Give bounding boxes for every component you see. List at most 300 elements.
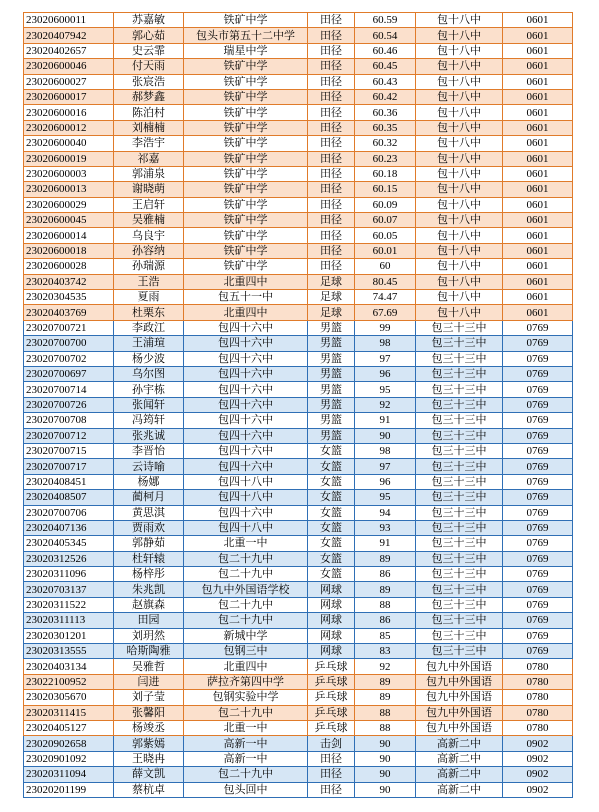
cell-student-id: 23020600013 <box>24 182 114 197</box>
cell-school-code: 0902 <box>503 767 573 782</box>
cell-admitted-school: 包九中外国语 <box>416 720 503 735</box>
cell-admitted-school: 包三十三中 <box>416 366 503 381</box>
cell-student-id: 23020311113 <box>24 613 114 628</box>
cell-student-name: 闫进 <box>114 674 184 689</box>
cell-admitted-school: 包十八中 <box>416 136 503 151</box>
cell-school: 包头市第五十二中学 <box>184 28 308 43</box>
cell-admitted-school: 包三十三中 <box>416 628 503 643</box>
cell-school-code: 0902 <box>503 751 573 766</box>
cell-score: 98 <box>355 336 416 351</box>
cell-score: 92 <box>355 397 416 412</box>
cell-sport: 女篮 <box>308 551 355 566</box>
cell-student-id: 23020311096 <box>24 567 114 582</box>
cell-school-code: 0601 <box>503 89 573 104</box>
cell-sport: 田径 <box>308 120 355 135</box>
table-row <box>24 228 573 243</box>
table-row <box>24 567 573 582</box>
cell-student-name: 刘子莹 <box>114 690 184 705</box>
table-row <box>24 120 573 135</box>
cell-student-name: 付天雨 <box>114 59 184 74</box>
cell-school-code: 0769 <box>503 628 573 643</box>
cell-student-id: 23020313555 <box>24 644 114 659</box>
cell-student-id: 23020402657 <box>24 43 114 58</box>
cell-school: 包二十九中 <box>184 567 308 582</box>
cell-school-code: 0769 <box>503 644 573 659</box>
cell-student-id: 23020305670 <box>24 690 114 705</box>
cell-student-id: 23020700726 <box>24 397 114 412</box>
table-row <box>24 59 573 74</box>
table-row <box>24 613 573 628</box>
cell-admitted-school: 包十八中 <box>416 228 503 243</box>
admission-table <box>23 12 573 798</box>
cell-score: 89 <box>355 674 416 689</box>
cell-school-code: 0769 <box>503 474 573 489</box>
cell-score: 88 <box>355 705 416 720</box>
cell-student-id: 23020312526 <box>24 551 114 566</box>
cell-student-id: 23020703137 <box>24 582 114 597</box>
cell-school: 铁矿中学 <box>184 213 308 228</box>
cell-school: 北重四中 <box>184 659 308 674</box>
cell-admitted-school: 包三十三中 <box>416 320 503 335</box>
table-row <box>24 105 573 120</box>
cell-student-id: 23020600019 <box>24 151 114 166</box>
cell-score: 60.46 <box>355 43 416 58</box>
table-row <box>24 397 573 412</box>
cell-school-code: 0601 <box>503 243 573 258</box>
cell-school-code: 0769 <box>503 443 573 458</box>
cell-school: 包四十八中 <box>184 490 308 505</box>
cell-admitted-school: 包三十三中 <box>416 382 503 397</box>
cell-sport: 网球 <box>308 613 355 628</box>
cell-school: 铁矿中学 <box>184 182 308 197</box>
table-row <box>24 382 573 397</box>
cell-school: 铁矿中学 <box>184 197 308 212</box>
table-row <box>24 259 573 274</box>
cell-school-code: 0601 <box>503 136 573 151</box>
cell-score: 60.32 <box>355 136 416 151</box>
cell-admitted-school: 包十八中 <box>416 151 503 166</box>
cell-school: 包四十八中 <box>184 474 308 489</box>
cell-school-code: 0769 <box>503 613 573 628</box>
cell-school-code: 0601 <box>503 28 573 43</box>
cell-score: 90 <box>355 751 416 766</box>
cell-sport: 田径 <box>308 243 355 258</box>
cell-score: 67.69 <box>355 305 416 320</box>
cell-sport: 男篮 <box>308 428 355 443</box>
table-row <box>24 443 573 458</box>
table-row <box>24 659 573 674</box>
cell-sport: 田径 <box>308 43 355 58</box>
cell-admitted-school: 包十八中 <box>416 74 503 89</box>
table-row <box>24 459 573 474</box>
cell-school-code: 0601 <box>503 197 573 212</box>
cell-student-name: 张馨阳 <box>114 705 184 720</box>
cell-sport: 乒乓球 <box>308 720 355 735</box>
cell-school: 包九中外国语学校 <box>184 582 308 597</box>
cell-admitted-school: 包三十三中 <box>416 567 503 582</box>
table-row <box>24 13 573 28</box>
cell-student-id: 23020403742 <box>24 274 114 289</box>
cell-student-name: 王晓冉 <box>114 751 184 766</box>
cell-student-id: 23020408507 <box>24 490 114 505</box>
cell-school: 包四十八中 <box>184 520 308 535</box>
table-row <box>24 767 573 782</box>
table-row <box>24 89 573 104</box>
cell-score: 60.01 <box>355 243 416 258</box>
cell-admitted-school: 高新二中 <box>416 782 503 797</box>
cell-school-code: 0601 <box>503 305 573 320</box>
cell-student-name: 谢晓萌 <box>114 182 184 197</box>
cell-student-name: 赵旗森 <box>114 597 184 612</box>
table-row <box>24 505 573 520</box>
cell-admitted-school: 包三十三中 <box>416 413 503 428</box>
cell-student-name: 李晋怡 <box>114 443 184 458</box>
cell-student-id: 23020700708 <box>24 413 114 428</box>
cell-student-name: 蔺柯月 <box>114 490 184 505</box>
cell-score: 96 <box>355 474 416 489</box>
cell-school: 包四十六中 <box>184 382 308 397</box>
cell-school-code: 0769 <box>503 536 573 551</box>
cell-school-code: 0769 <box>503 351 573 366</box>
cell-school-code: 0601 <box>503 59 573 74</box>
cell-student-name: 苏嘉敏 <box>114 13 184 28</box>
cell-school: 包四十六中 <box>184 397 308 412</box>
cell-school: 铁矿中学 <box>184 151 308 166</box>
cell-sport: 田径 <box>308 74 355 89</box>
cell-score: 60.45 <box>355 59 416 74</box>
cell-school-code: 0769 <box>503 551 573 566</box>
cell-student-name: 杨竣丞 <box>114 720 184 735</box>
cell-student-name: 刘楠楠 <box>114 120 184 135</box>
cell-admitted-school: 包十八中 <box>416 43 503 58</box>
cell-school: 包二十九中 <box>184 767 308 782</box>
cell-sport: 网球 <box>308 597 355 612</box>
cell-student-id: 23020600017 <box>24 89 114 104</box>
cell-school: 铁矿中学 <box>184 228 308 243</box>
cell-student-name: 哈斯陶雅 <box>114 644 184 659</box>
cell-student-name: 杨少波 <box>114 351 184 366</box>
cell-admitted-school: 包三十三中 <box>416 597 503 612</box>
cell-sport: 男篮 <box>308 382 355 397</box>
cell-student-id: 23020407942 <box>24 28 114 43</box>
cell-school-code: 0769 <box>503 413 573 428</box>
cell-sport: 网球 <box>308 582 355 597</box>
cell-school-code: 0769 <box>503 320 573 335</box>
cell-score: 91 <box>355 536 416 551</box>
cell-school-code: 0769 <box>503 397 573 412</box>
cell-sport: 田径 <box>308 28 355 43</box>
cell-school-code: 0780 <box>503 674 573 689</box>
cell-student-id: 23020600046 <box>24 59 114 74</box>
cell-sport: 田径 <box>308 151 355 166</box>
cell-student-id: 23020600028 <box>24 259 114 274</box>
cell-student-name: 张兆诚 <box>114 428 184 443</box>
cell-student-name: 张闻轩 <box>114 397 184 412</box>
table-row <box>24 751 573 766</box>
table-row <box>24 274 573 289</box>
cell-student-id: 23020700697 <box>24 366 114 381</box>
cell-school-code: 0769 <box>503 366 573 381</box>
cell-school-code: 0601 <box>503 259 573 274</box>
cell-student-id: 23020311522 <box>24 597 114 612</box>
cell-score: 85 <box>355 628 416 643</box>
cell-admitted-school: 包十八中 <box>416 89 503 104</box>
cell-school-code: 0601 <box>503 74 573 89</box>
cell-admitted-school: 包三十三中 <box>416 613 503 628</box>
cell-score: 94 <box>355 505 416 520</box>
cell-sport: 田径 <box>308 105 355 120</box>
cell-school: 包四十六中 <box>184 320 308 335</box>
cell-score: 60 <box>355 259 416 274</box>
cell-sport: 女篮 <box>308 520 355 535</box>
cell-admitted-school: 包三十三中 <box>416 397 503 412</box>
cell-school: 铁矿中学 <box>184 105 308 120</box>
cell-score: 90 <box>355 782 416 797</box>
cell-admitted-school: 包三十三中 <box>416 428 503 443</box>
cell-admitted-school: 包十八中 <box>416 305 503 320</box>
cell-sport: 男篮 <box>308 413 355 428</box>
cell-school: 北重四中 <box>184 305 308 320</box>
table-row <box>24 28 573 43</box>
cell-student-name: 郭浦泉 <box>114 166 184 181</box>
cell-sport: 田径 <box>308 228 355 243</box>
cell-school: 北重四中 <box>184 274 308 289</box>
cell-school: 北重一中 <box>184 720 308 735</box>
cell-school: 包四十六中 <box>184 366 308 381</box>
cell-school-code: 0601 <box>503 151 573 166</box>
table-row <box>24 428 573 443</box>
cell-student-id: 23020600012 <box>24 120 114 135</box>
cell-school-code: 0780 <box>503 705 573 720</box>
cell-score: 89 <box>355 551 416 566</box>
cell-admitted-school: 包九中外国语 <box>416 690 503 705</box>
cell-admitted-school: 包十八中 <box>416 120 503 135</box>
cell-school: 铁矿中学 <box>184 259 308 274</box>
cell-student-name: 朱兆凯 <box>114 582 184 597</box>
table-row <box>24 644 573 659</box>
table-row <box>24 305 573 320</box>
cell-admitted-school: 包三十三中 <box>416 490 503 505</box>
table-row <box>24 597 573 612</box>
cell-student-id: 23020902658 <box>24 736 114 751</box>
cell-sport: 乒乓球 <box>308 674 355 689</box>
table-row <box>24 213 573 228</box>
cell-student-name: 蔡杭卓 <box>114 782 184 797</box>
cell-student-name: 祁嘉 <box>114 151 184 166</box>
table-row <box>24 536 573 551</box>
cell-school-code: 0769 <box>503 520 573 535</box>
cell-school-code: 0601 <box>503 213 573 228</box>
cell-score: 60.07 <box>355 213 416 228</box>
cell-sport: 女篮 <box>308 490 355 505</box>
cell-school: 北重一中 <box>184 536 308 551</box>
cell-sport: 田径 <box>308 59 355 74</box>
cell-score: 60.18 <box>355 166 416 181</box>
cell-sport: 女篮 <box>308 567 355 582</box>
cell-admitted-school: 包九中外国语 <box>416 659 503 674</box>
cell-student-id: 23020600003 <box>24 166 114 181</box>
cell-admitted-school: 包十八中 <box>416 13 503 28</box>
cell-school-code: 0769 <box>503 582 573 597</box>
cell-student-id: 23020700721 <box>24 320 114 335</box>
cell-student-id: 23020700714 <box>24 382 114 397</box>
table-row <box>24 628 573 643</box>
cell-school-code: 0601 <box>503 274 573 289</box>
cell-school-code: 0601 <box>503 228 573 243</box>
cell-score: 80.45 <box>355 274 416 289</box>
cell-school-code: 0601 <box>503 166 573 181</box>
cell-student-id: 23020600040 <box>24 136 114 151</box>
cell-sport: 女篮 <box>308 443 355 458</box>
cell-student-id: 23020700712 <box>24 428 114 443</box>
cell-admitted-school: 包三十三中 <box>416 505 503 520</box>
cell-school-code: 0769 <box>503 336 573 351</box>
cell-student-id: 23020311415 <box>24 705 114 720</box>
cell-student-id: 23020403769 <box>24 305 114 320</box>
cell-student-id: 23020301201 <box>24 628 114 643</box>
cell-student-name: 杨娜 <box>114 474 184 489</box>
cell-school-code: 0601 <box>503 120 573 135</box>
table-row <box>24 290 573 305</box>
cell-school: 高新一中 <box>184 736 308 751</box>
cell-school-code: 0601 <box>503 290 573 305</box>
cell-sport: 网球 <box>308 628 355 643</box>
cell-student-name: 吴雅哲 <box>114 659 184 674</box>
table-row <box>24 166 573 181</box>
cell-school-code: 0769 <box>503 597 573 612</box>
table-row <box>24 243 573 258</box>
cell-score: 89 <box>355 690 416 705</box>
cell-school: 铁矿中学 <box>184 166 308 181</box>
cell-student-name: 乌尔图 <box>114 366 184 381</box>
cell-score: 95 <box>355 490 416 505</box>
table-row <box>24 782 573 797</box>
table-row <box>24 705 573 720</box>
cell-student-id: 23020700715 <box>24 443 114 458</box>
cell-student-name: 薛文凯 <box>114 767 184 782</box>
cell-sport: 田径 <box>308 782 355 797</box>
cell-school: 铁矿中学 <box>184 89 308 104</box>
cell-student-name: 郭紫嫣 <box>114 736 184 751</box>
cell-score: 90 <box>355 767 416 782</box>
table-row <box>24 336 573 351</box>
cell-school: 铁矿中学 <box>184 74 308 89</box>
cell-school-code: 0769 <box>503 428 573 443</box>
cell-sport: 女篮 <box>308 536 355 551</box>
cell-admitted-school: 包三十三中 <box>416 644 503 659</box>
cell-admitted-school: 包十八中 <box>416 166 503 181</box>
admission-table-sheet <box>23 12 572 798</box>
cell-student-name: 杜栗东 <box>114 305 184 320</box>
cell-student-name: 郭静茹 <box>114 536 184 551</box>
cell-sport: 田径 <box>308 259 355 274</box>
cell-admitted-school: 包三十三中 <box>416 582 503 597</box>
cell-sport: 女篮 <box>308 474 355 489</box>
table-row <box>24 690 573 705</box>
cell-score: 93 <box>355 520 416 535</box>
table-row <box>24 674 573 689</box>
table-row <box>24 474 573 489</box>
cell-school: 高新一中 <box>184 751 308 766</box>
cell-admitted-school: 包十八中 <box>416 213 503 228</box>
table-row <box>24 197 573 212</box>
cell-school: 铁矿中学 <box>184 243 308 258</box>
cell-score: 97 <box>355 351 416 366</box>
cell-sport: 田径 <box>308 89 355 104</box>
cell-score: 60.05 <box>355 228 416 243</box>
cell-student-name: 王启轩 <box>114 197 184 212</box>
cell-admitted-school: 包十八中 <box>416 197 503 212</box>
cell-sport: 足球 <box>308 305 355 320</box>
cell-score: 60.42 <box>355 89 416 104</box>
cell-admitted-school: 包十八中 <box>416 59 503 74</box>
cell-sport: 田径 <box>308 751 355 766</box>
cell-student-id: 23022100952 <box>24 674 114 689</box>
cell-student-id: 23020600027 <box>24 74 114 89</box>
cell-sport: 足球 <box>308 290 355 305</box>
cell-student-id: 23020901092 <box>24 751 114 766</box>
cell-score: 60.43 <box>355 74 416 89</box>
cell-school: 包钢三中 <box>184 644 308 659</box>
table-row <box>24 136 573 151</box>
cell-student-name: 王浩 <box>114 274 184 289</box>
cell-school-code: 0769 <box>503 459 573 474</box>
cell-student-name: 李政江 <box>114 320 184 335</box>
cell-admitted-school: 包三十三中 <box>416 474 503 489</box>
cell-sport: 男篮 <box>308 351 355 366</box>
cell-student-name: 黄思淇 <box>114 505 184 520</box>
cell-student-name: 陈泊村 <box>114 105 184 120</box>
cell-admitted-school: 包三十三中 <box>416 551 503 566</box>
cell-admitted-school: 包三十三中 <box>416 336 503 351</box>
cell-school-code: 0902 <box>503 782 573 797</box>
cell-student-id: 23020600045 <box>24 213 114 228</box>
cell-sport: 田径 <box>308 767 355 782</box>
cell-admitted-school: 包三十三中 <box>416 351 503 366</box>
cell-score: 92 <box>355 659 416 674</box>
cell-school: 包二十九中 <box>184 597 308 612</box>
cell-student-id: 23020201199 <box>24 782 114 797</box>
cell-sport: 男篮 <box>308 336 355 351</box>
cell-student-id: 23020600016 <box>24 105 114 120</box>
cell-student-name: 云诗喻 <box>114 459 184 474</box>
cell-school-code: 0601 <box>503 43 573 58</box>
cell-school-code: 0601 <box>503 13 573 28</box>
cell-student-id: 23020600018 <box>24 243 114 258</box>
cell-student-id: 23020600029 <box>24 197 114 212</box>
table-row <box>24 490 573 505</box>
cell-student-id: 23020311094 <box>24 767 114 782</box>
cell-sport: 网球 <box>308 644 355 659</box>
cell-score: 91 <box>355 413 416 428</box>
cell-school-code: 0769 <box>503 505 573 520</box>
cell-sport: 男篮 <box>308 397 355 412</box>
cell-school: 包四十六中 <box>184 413 308 428</box>
table-row <box>24 74 573 89</box>
cell-score: 88 <box>355 597 416 612</box>
cell-admitted-school: 高新二中 <box>416 751 503 766</box>
table-row <box>24 736 573 751</box>
cell-student-id: 23020600011 <box>24 13 114 28</box>
cell-student-name: 李浩宇 <box>114 136 184 151</box>
cell-sport: 田径 <box>308 213 355 228</box>
cell-school: 包四十六中 <box>184 443 308 458</box>
cell-school-code: 0780 <box>503 659 573 674</box>
cell-student-name: 吴雅楠 <box>114 213 184 228</box>
cell-sport: 田径 <box>308 13 355 28</box>
cell-school: 包四十六中 <box>184 459 308 474</box>
cell-sport: 女篮 <box>308 505 355 520</box>
